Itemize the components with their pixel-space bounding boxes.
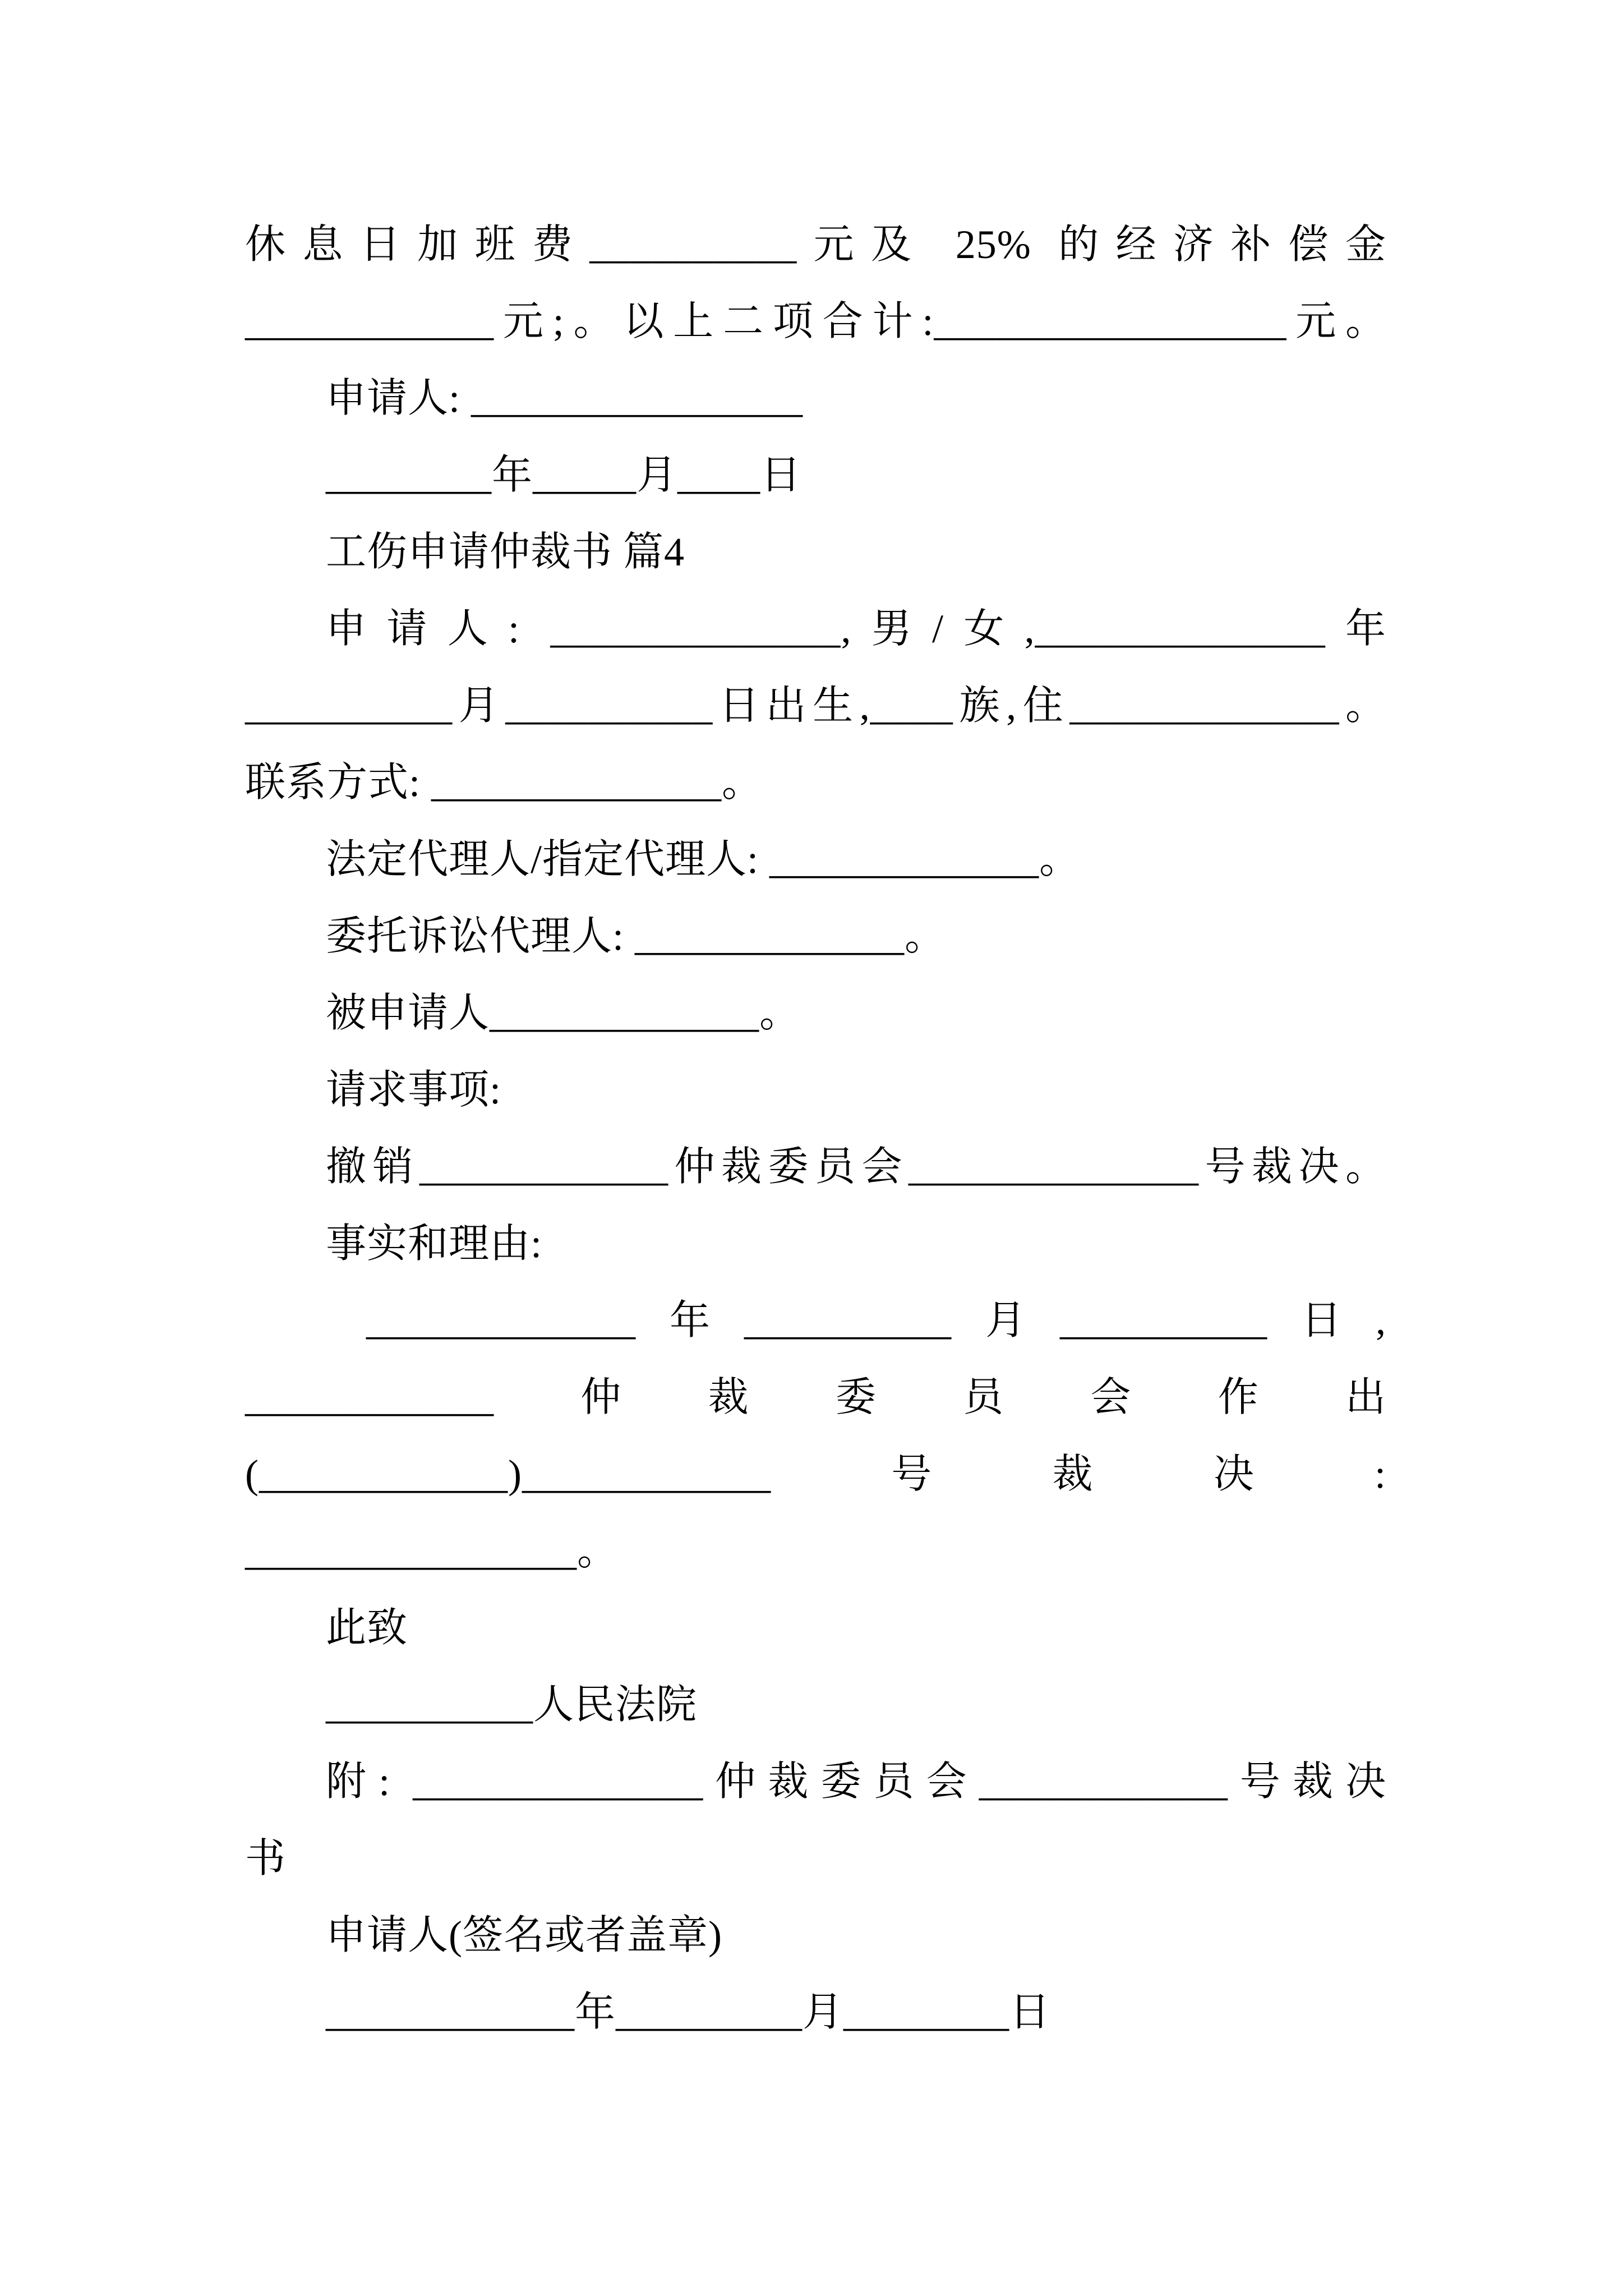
text-line: ________________。 bbox=[245, 1529, 618, 1573]
text-line: _____________年__________月__________日, bbox=[366, 1298, 1386, 1343]
text-line: 休息日加班费__________元及 25% 的经济补偿金 bbox=[245, 222, 1386, 267]
text-line: 书 bbox=[245, 1836, 287, 1881]
text-line: 联系方式: ______________。 bbox=[245, 760, 763, 805]
text-line: 法定代理人/指定代理人: _____________。 bbox=[326, 837, 1081, 882]
text-line: 申请人(签名或者盖章) bbox=[326, 1913, 722, 1958]
text-line: __________月__________日出生,____族,住_____________。 bbox=[245, 683, 1386, 728]
text-line: 撤销____________仲裁委员会______________号裁决。 bbox=[326, 1144, 1386, 1189]
text-line: ________年_____月____日 bbox=[326, 453, 801, 498]
text-line: 被申请人_____________。 bbox=[326, 991, 801, 1036]
text-line: 申请人: ________________ bbox=[326, 376, 804, 421]
document-lines bbox=[245, 206, 1386, 2051]
text-line: 申请人: ______________,男/女,______________年 bbox=[326, 606, 1386, 651]
text-line: 此致 bbox=[326, 1605, 408, 1650]
text-line: __________人民法院 bbox=[326, 1682, 698, 1727]
text-line: 附: ______________仲裁委员会____________号裁决 bbox=[326, 1759, 1386, 1804]
text-line: 工伤申请仲裁书 篇4 bbox=[326, 530, 685, 574]
text-line: ____________年_________月________日 bbox=[326, 1990, 1050, 2035]
text-line: (____________)____________号裁决: bbox=[245, 1452, 1386, 1497]
text-line: ____________元;。以上二项合计:_________________元。 bbox=[245, 299, 1386, 344]
text-line: 事实和理由: bbox=[326, 1221, 543, 1266]
text-line: 委托诉讼代理人: _____________。 bbox=[326, 914, 946, 959]
text-line: 请求事项: bbox=[326, 1068, 502, 1112]
text-line: ____________仲裁委员会作出 bbox=[245, 1375, 1386, 1420]
